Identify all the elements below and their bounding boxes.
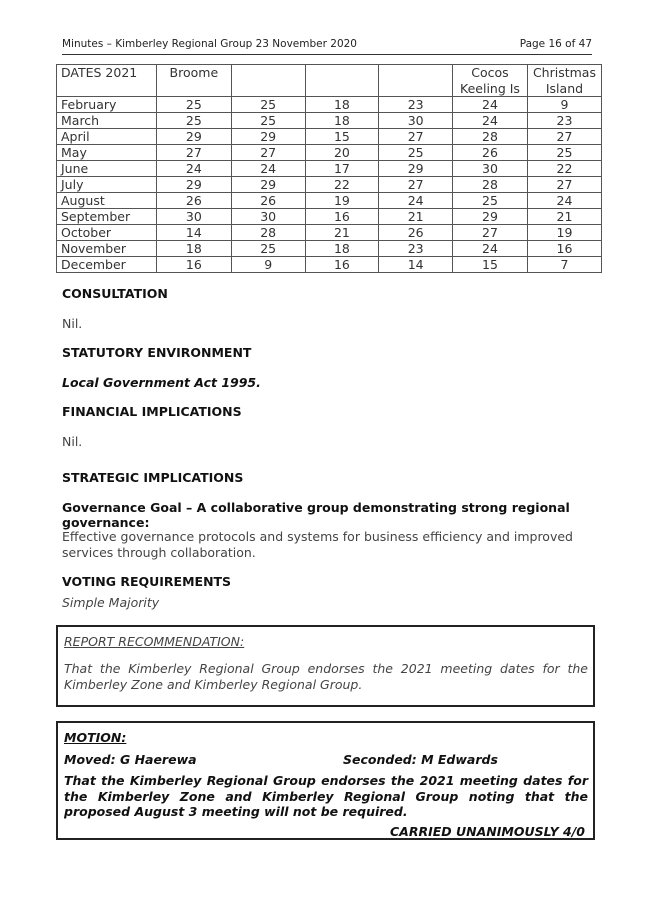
date-cell: 27 [379,177,453,193]
date-cell: 26 [453,145,528,161]
date-cell: 18 [305,241,379,257]
strategic-text: Effective governance protocols and systems for business efficiency and improved services through collaboration. [62,529,573,560]
date-cell: 15 [305,129,379,145]
table-header-cell [305,65,379,97]
date-cell: 29 [231,129,305,145]
table-row [57,209,602,225]
voting-text: Simple Majority [62,595,160,610]
table-row [57,97,602,113]
table-row [57,113,602,129]
date-cell: 27 [156,145,231,161]
table-row [57,161,602,177]
table-row [57,129,602,145]
month-cell: September [57,209,157,225]
date-cell: 16 [527,241,601,257]
date-cell: 25 [527,145,601,161]
consultation-text: Nil. [62,316,83,331]
voting-heading: VOTING REQUIREMENTS [62,574,232,589]
date-cell: 18 [305,97,379,113]
date-cell: 28 [231,225,305,241]
motion-title: MOTION: [64,730,127,745]
date-cell: 24 [453,241,528,257]
date-cell: 25 [231,241,305,257]
table-header-cell: Cocos Keeling Is [453,65,528,97]
date-cell: 17 [305,161,379,177]
motion-seconded: Seconded: M Edwards [343,752,498,767]
date-cell: 21 [379,209,453,225]
financial-heading: FINANCIAL IMPLICATIONS [62,404,242,419]
motion-text: That the Kimberley Regional Group endorses the 2021 meeting dates for the Kimberley Zone and Kimberley Regional Group noting that the proposed August 3 meeting will not be required. [64,773,588,819]
date-cell: 24 [453,113,528,129]
date-cell: 19 [305,193,379,209]
table-header-row [57,65,602,97]
date-cell: 30 [156,209,231,225]
motion-result: CARRIED UNANIMOUSLY 4/0 [389,824,585,839]
table-header-cell [379,65,453,97]
date-cell: 24 [453,97,528,113]
recommendation-text: That the Kimberley Regional Group endorses the 2021 meeting dates for the Kimberley Zone and Kimberley Regional Group. [64,661,588,692]
date-cell: 29 [453,209,528,225]
date-cell: 22 [527,161,601,177]
date-cell: 23 [379,241,453,257]
meeting-dates-table [56,64,602,273]
recommendation-box [56,625,595,707]
date-cell: 16 [305,257,379,273]
date-cell: 25 [231,97,305,113]
date-cell: 26 [231,193,305,209]
date-cell: 26 [379,225,453,241]
date-cell: 25 [379,145,453,161]
date-cell: 18 [156,241,231,257]
date-cell: 29 [231,177,305,193]
date-cell: 24 [231,161,305,177]
date-cell: 7 [527,257,601,273]
financial-text: Nil. [62,434,83,449]
date-cell: 25 [453,193,528,209]
date-cell: 29 [379,161,453,177]
statutory-text: Local Government Act 1995. [62,375,261,390]
date-cell: 27 [453,225,528,241]
table-header-cell: DATES 2021 [57,65,157,97]
date-cell: 21 [305,225,379,241]
date-cell: 16 [305,209,379,225]
date-cell: 9 [527,97,601,113]
month-cell: July [57,177,157,193]
month-cell: October [57,225,157,241]
page-header [62,38,592,55]
date-cell: 14 [379,257,453,273]
date-cell: 21 [527,209,601,225]
date-cell: 18 [305,113,379,129]
date-cell: 30 [231,209,305,225]
month-cell: December [57,257,157,273]
motion-box [56,721,595,840]
header-title: Minutes – Kimberley Regional Group 23 November 2020 [62,38,357,50]
table-row [57,225,602,241]
page-number: Page 16 of 47 [519,38,592,50]
date-cell: 27 [527,177,601,193]
table-row [57,177,602,193]
month-cell: August [57,193,157,209]
date-cell: 25 [156,97,231,113]
date-cell: 23 [379,97,453,113]
table-row [57,145,602,161]
table-row [57,193,602,209]
motion-moved: Moved: G Haerewa [64,752,197,767]
month-cell: June [57,161,157,177]
month-cell: March [57,113,157,129]
date-cell: 15 [453,257,528,273]
date-cell: 29 [156,177,231,193]
month-cell: April [57,129,157,145]
date-cell: 20 [305,145,379,161]
table-row [57,241,602,257]
governance-goal: Governance Goal – A collaborative group demonstrating strong regional governance: [62,500,570,530]
consultation-heading: CONSULTATION [62,286,168,301]
table-row [57,257,602,273]
date-cell: 14 [156,225,231,241]
date-cell: 29 [156,129,231,145]
table-header-cell [231,65,305,97]
month-cell: February [57,97,157,113]
date-cell: 27 [379,129,453,145]
date-cell: 30 [453,161,528,177]
date-cell: 27 [527,129,601,145]
recommendation-title: REPORT RECOMMENDATION: [64,634,245,649]
date-cell: 22 [305,177,379,193]
date-cell: 23 [527,113,601,129]
month-cell: November [57,241,157,257]
date-cell: 25 [231,113,305,129]
date-cell: 27 [231,145,305,161]
date-cell: 28 [453,177,528,193]
table-header-cell: Broome [156,65,231,97]
date-cell: 16 [156,257,231,273]
strategic-heading: STRATEGIC IMPLICATIONS [62,470,244,485]
date-cell: 25 [156,113,231,129]
month-cell: May [57,145,157,161]
statutory-heading: STATUTORY ENVIRONMENT [62,345,252,360]
date-cell: 24 [379,193,453,209]
date-cell: 24 [156,161,231,177]
date-cell: 24 [527,193,601,209]
date-cell: 9 [231,257,305,273]
date-cell: 30 [379,113,453,129]
table-header-cell: Christmas Island [527,65,601,97]
date-cell: 28 [453,129,528,145]
date-cell: 26 [156,193,231,209]
date-cell: 19 [527,225,601,241]
